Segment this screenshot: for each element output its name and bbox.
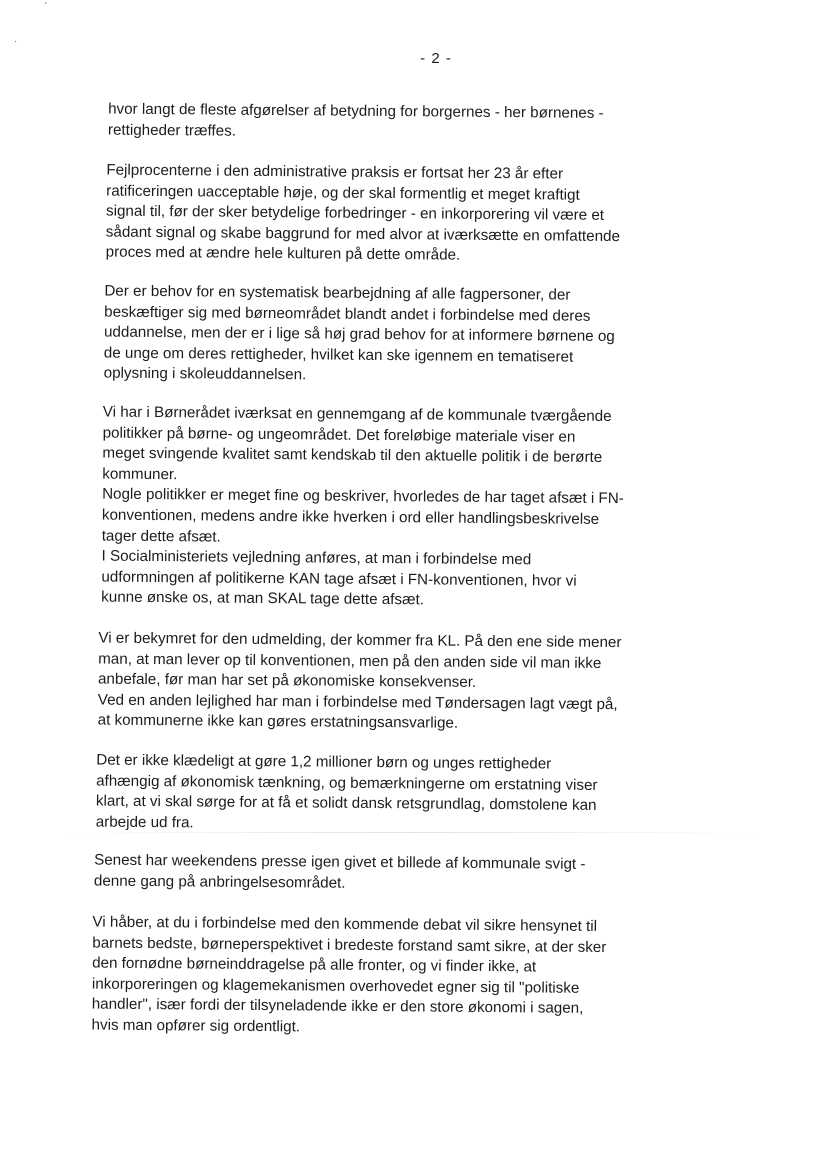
text-line: den fornødne børneinddragelse på alle fronter, og vi finder ikke, at	[92, 954, 537, 976]
page-number: - 2 -	[420, 50, 452, 67]
text-line: at kommunerne ikke kan gøres erstatningsansvarlige.	[97, 711, 459, 733]
paragraph-2	[106, 161, 667, 269]
text-line: signal til, før der sker betydelige forbedringer - en inkorporering vil være et	[105, 202, 605, 225]
text-line: uddannelse, men der er i lige så høj grad behov for at informere børnene og	[103, 323, 615, 346]
text-line: tager dette afsæt.	[101, 527, 221, 546]
text-line: Vi har i Børnerådet iværksat en gennemgang af de kommunale tværgående	[102, 403, 612, 425]
text-line: konventionen, medens andre ikke hverken i ord eller handlingsbeskrivelse	[101, 506, 600, 528]
text-line: man, at man lever op til konventionen, men på den anden side vil man ikke	[98, 650, 602, 672]
text-line: Der er behov for en systematisk bearbejdning af alle fagpersoner, der	[104, 282, 571, 304]
text-line: hvor langt de fleste afgørelser af betydning for borgernes - her børnenes -	[108, 100, 604, 122]
text-line: kommuner.	[102, 465, 178, 483]
text-line: kunne ønske os, at man SKAL tage dette afsæt.	[101, 588, 425, 609]
text-line: Vi håber, at du i forbindelse med den kommende debat vil sikre hensynet til	[92, 913, 598, 935]
paragraph-3	[104, 282, 665, 390]
text-line: klart, at vi skal sørge for at få et solidt dansk retsgrundlag, domstolene kan	[95, 792, 597, 815]
paragraph-8	[91, 913, 652, 1041]
text-line: afhængig af økonomisk tænkning, og bemærkningerne om erstatning viser	[96, 772, 598, 794]
text-line: I Socialministeriets vejledning anføres, at man i forbindelse med	[101, 547, 532, 569]
text-line: Vi er bekymret for den udmelding, der kommer fra KL. På den ene side mener	[98, 629, 622, 652]
text-line: politikker på børne- og ungeområdet. Det foreløbige materiale viser en	[102, 424, 576, 446]
paragraph-7	[94, 851, 654, 897]
paragraph-1	[108, 100, 668, 146]
text-line: barnets bedste, børneperspektivet i bredeste forstand samt sikre, at der sker	[92, 934, 607, 956]
scan-artifact-dot: ·	[14, 36, 18, 47]
paragraph-4	[101, 403, 663, 614]
text-line: de unge om deres rettigheder, hvilket kan ske igennem en tematiseret	[103, 344, 574, 366]
text-line: Nogle politikker er meget fine og beskriver, hvorledes de har taget afsæt i FN-	[102, 485, 624, 508]
text-line: hvis man opfører sig ordentligt.	[91, 1016, 301, 1036]
text-line: proces med at ændre hele kulturen på dette område.	[105, 243, 461, 265]
text-line: udformningen af politikerne KAN tage afsæt i FN-konventionen, hvor vi	[101, 568, 577, 590]
text-line: Senest har weekendens presse igen givet et billede af kommunale svigt -	[94, 851, 586, 873]
text-line: meget svingende kvalitet samt kendskab til den aktuelle politik i de berørte	[102, 444, 603, 467]
text-line: ratificeringen uacceptable høje, og der skal formentlig et meget kraftigt	[106, 182, 580, 204]
text-line: inkorporeringen og klagemekanismen overhovedet egner sig til "politiske	[91, 975, 580, 997]
text-line: denne gang på anbringelsesområdet.	[93, 872, 346, 892]
paragraph-6	[96, 751, 657, 838]
text-line: oplysning i skoleuddannelsen.	[103, 364, 307, 384]
text-line: handler", især fordi der tilsyneladende ikke er den store økonomi i sagen,	[91, 995, 584, 1018]
text-line: anbefale, før man har set på økonomiske konsekvenser.	[97, 670, 477, 692]
scan-artifact-mark: ˊ	[44, 2, 48, 13]
text-line: rettigheder træffes.	[107, 121, 237, 140]
text-line: Det er ikke klædeligt at gøre 1,2 millioner børn og unges rettigheder	[96, 751, 552, 773]
text-line: sådant signal og skabe baggrund for med alvor at iværksætte en omfattende	[105, 223, 621, 245]
text-line: beskæftiger sig med børneområdet blandt andet i forbindelse med deres	[104, 303, 591, 325]
paragraph-5	[98, 629, 659, 737]
text-line: arbejde ud fra.	[95, 813, 194, 832]
text-line: Fejlprocenterne i den administrative praksis er fortsat her 23 år efter	[106, 161, 564, 183]
text-line: Ved en anden lejlighed har man i forbindelse med Tøndersagen lagt vægt på,	[97, 691, 618, 713]
